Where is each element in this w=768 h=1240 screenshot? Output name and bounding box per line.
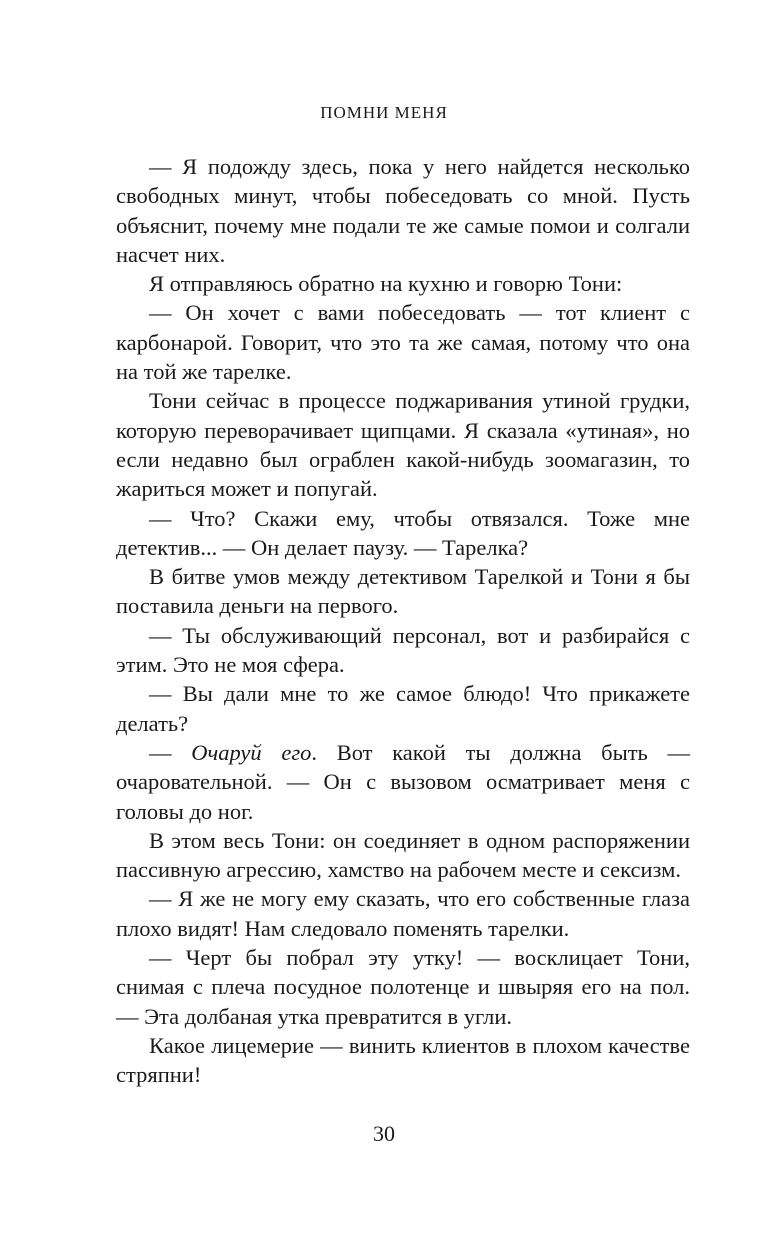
paragraph: Я отправляюсь обратно на кухню и говорю Тони: [149,271,623,297]
body-text [116,152,690,1090]
paragraph: — Что? Скажи ему, чтобы отвязался. Тоже мне детектив... — Он делает паузу. — Тарелка? [116,505,690,560]
italic-phrase: Очаруй его [191,739,312,765]
paragraph: — Я подожду здесь, пока у него найдется несколько свободных минут, чтобы побеседовать со мной. Пусть объяснит, почему мне подали те же самые помои и солгали насчет них. [116,154,690,267]
paragraph [116,738,690,826]
paragraph: В этом весь Тони: он соединяет в одном распоряжении пассивную агрессию, хамство на рабочем месте и сексизм. [116,827,690,883]
paragraph: — Ты обслуживающий персонал, вот и разбирайся с этим. Это не моя сфера. [116,622,690,678]
dialogue-dash: — [149,739,192,765]
paragraph: Какое лицемерие — винить клиентов в плохом качестве стряпни! [116,1032,690,1088]
paragraph: В битве умов между детективом Тарелкой и Тони я бы поставила деньги на первого. [116,564,690,619]
paragraph: — Черт бы побрал эту утку! — восклицает Тони, снимая с плеча посудное полотенце и швыряя его на пол. — Эта долбаная утка превратится в угли. [116,945,690,1029]
paragraph: — Он хочет с вами побеседовать — тот клиент с карбонарой. Говорит, что это та же самая, потому что она на той же тарелке. [116,300,690,385]
paragraph: — Вы дали мне то же самое блюдо! Что прикажете делать? [116,681,690,736]
paragraph: — Я же не могу ему сказать, что его собственные глаза плохо видят! Нам следовало поменять тарелки. [116,886,690,941]
paragraph-remainder: . Вот какой ты должна быть — очаровательной. — Он с вызовом осматривает меня с головы до ног. [116,739,691,824]
paragraph: Тони сейчас в процессе поджаривания утиной грудки, которую переворачивает щипцами. Я сказала «утиная», но если недавно был ограблен какой-нибудь зоомагазин, то жариться может и попугай. [116,388,690,502]
page-number: 30 [373,1121,395,1146]
running-head: ПОМНИ МЕНЯ [320,103,448,122]
